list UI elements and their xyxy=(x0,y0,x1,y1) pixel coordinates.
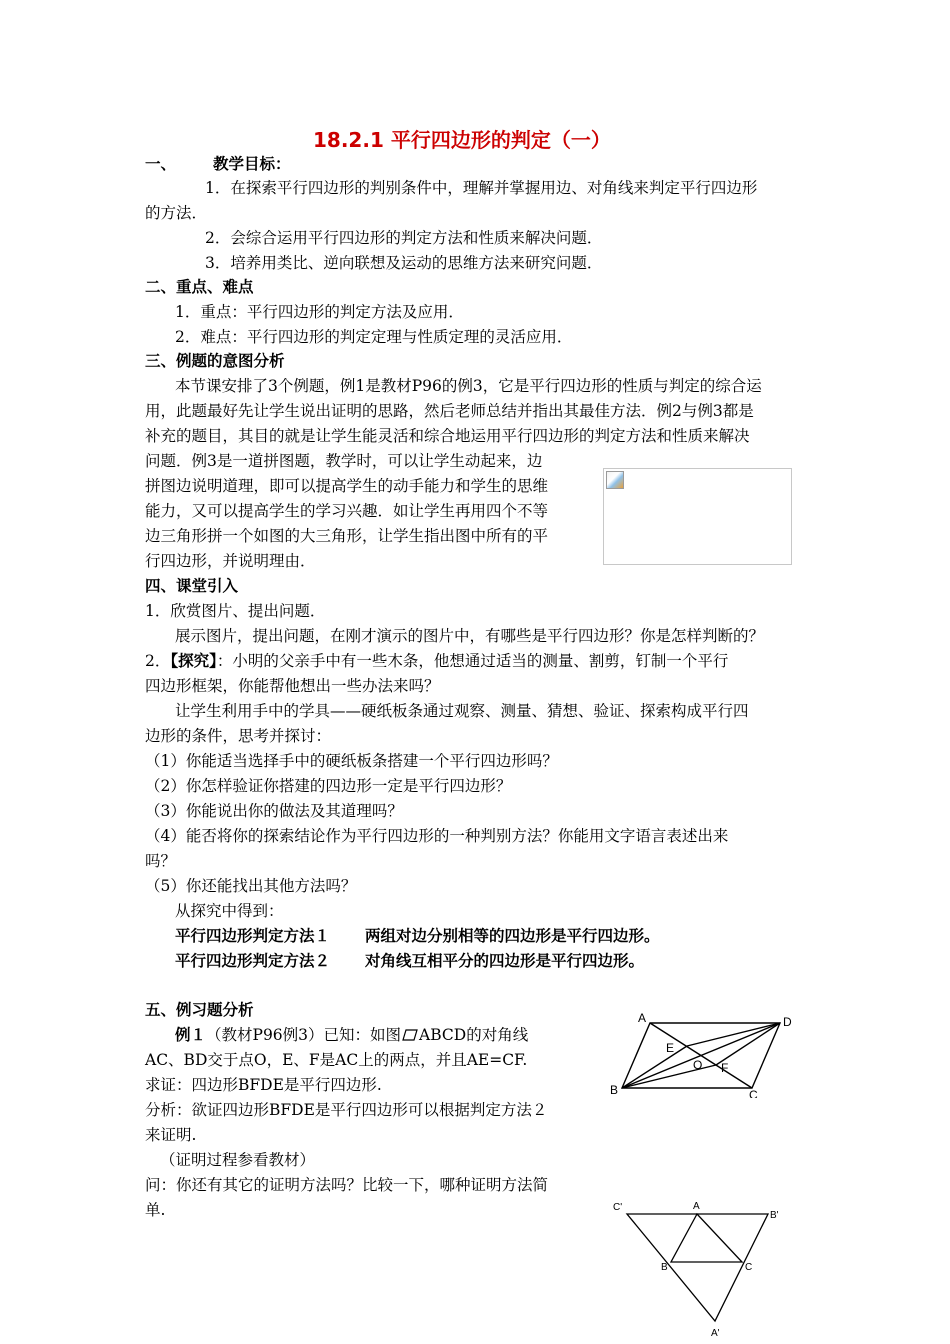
label-b: B xyxy=(610,1083,619,1097)
label-f: F xyxy=(721,1061,729,1075)
proof-reference: （证明过程参看教材） xyxy=(160,1151,316,1169)
conclusion-intro: 从探究中得到： xyxy=(175,902,284,920)
section-2-heading: 二、重点、难点 xyxy=(145,277,254,296)
image-placeholder xyxy=(603,468,792,565)
label-c: C xyxy=(749,1088,758,1098)
question-4-line-2: 吗？ xyxy=(145,852,177,870)
difficult-point: 2．难点：平行四边形的判定定理与性质定理的灵活应用． xyxy=(175,328,573,346)
analysis-line-1: 本节课安排了3个例题，例1是教材P96的例3，它是平行四边形的性质与判定的综合运 xyxy=(175,377,762,395)
label-c-prime: C' xyxy=(613,1202,623,1213)
method-2-text: 对角线互相平分的四边形是平行四边形。 xyxy=(365,951,645,970)
intro-item-2-line-2: 四边形框架，你能帮他想出一些办法来吗？ xyxy=(145,677,440,695)
intro-item-1-detail: 展示图片，提出问题，在刚才演示的图片中，有哪些是平行四边形？你是怎样判断的？ xyxy=(175,627,765,645)
question-1: （1）你能适当选择手中的硬纸板条搭建一个平行四边形吗？ xyxy=(145,752,558,770)
figure-parallelogram-abcd xyxy=(600,1008,810,1098)
question-2: （2）你怎样验证你搭建的四边形一定是平行四边形？ xyxy=(145,777,512,795)
label-d: D xyxy=(783,1015,792,1029)
section-5-heading: 五、例习题分析 xyxy=(145,1000,254,1019)
example-1-given: （教材P96例3）已知：如图 xyxy=(206,1026,402,1044)
page-title: 18.2.1 平行四边形的判定（一） xyxy=(313,128,611,152)
question-3: （3）你能说出你的做法及其道理吗？ xyxy=(145,802,403,820)
analysis-line-5: 拼图边说明道理，即可以提高学生的动手能力和学生的思维 xyxy=(145,477,549,495)
analysis-line-3: 补充的题目，其目的就是让学生能灵活和综合地运用平行四边形的判定方法和性质来解决 xyxy=(145,427,750,445)
goal-1-line-1: 1．在探索平行四边形的判别条件中，理解并掌握用边、对角线来判定平行四边形 xyxy=(205,179,758,197)
label-o: O xyxy=(693,1058,703,1072)
section-1-number: 一、 xyxy=(145,154,177,173)
key-point: 1．重点：平行四边形的判定方法及应用． xyxy=(175,303,464,321)
question-line-2: 单. xyxy=(145,1201,166,1219)
label-a-prime: A' xyxy=(711,1328,720,1339)
intro-item-2 xyxy=(145,651,728,671)
prove-statement: 求证：四边形BFDE是平行四边形. xyxy=(145,1076,382,1094)
question-5: （5）你还能找出其他方法吗？ xyxy=(145,877,357,895)
inner-triangle xyxy=(671,1214,742,1262)
label-e: E xyxy=(666,1041,675,1055)
example-1-line-1 xyxy=(175,1025,528,1045)
intro-item-2-number: 2． xyxy=(145,652,171,670)
analysis-line-8: 行四边形，并说明理由． xyxy=(145,552,316,570)
label-c-mid: C xyxy=(745,1262,753,1273)
section-1-heading: 教学目标： xyxy=(213,154,291,173)
section-4-heading: 四、课堂引入 xyxy=(145,576,239,595)
activity-line-1: 让学生利用手中的学具——硬纸板条通过观察、测量、猜想、验证、探索构成平行四 xyxy=(175,702,749,720)
example-1-label: 例１ xyxy=(175,1025,207,1044)
parallelogram-symbol-icon xyxy=(402,1029,418,1041)
broken-image-icon xyxy=(606,471,624,489)
section-3-heading: 三、例题的意图分析 xyxy=(145,351,285,370)
analysis-line-4: 问题．例3是一道拼图题，教学时，可以让学生动起来，边 xyxy=(145,452,543,470)
method-1-label: 平行四边形判定方法１ xyxy=(175,926,331,945)
activity-line-2: 边形的条件，思考并探讨： xyxy=(145,727,332,745)
goal-2: 2．会综合运用平行四边形的判定方法和性质来解决问题． xyxy=(205,229,603,247)
label-a: A xyxy=(638,1011,647,1025)
analysis-line-7: 边三角形拼一个如图的大三角形，让学生指出图中所有的平 xyxy=(145,527,549,545)
analysis-line-6: 能力，又可以提高学生的学习兴趣．如让学生再用四个不等 xyxy=(145,502,549,520)
figure-large-triangle xyxy=(605,1196,805,1344)
label-b-mid: B xyxy=(661,1262,668,1273)
analysis-1: 分析：欲证四边形BFDE是平行四边形可以根据判定方法２ xyxy=(145,1101,548,1119)
analysis-2: 来证明. xyxy=(145,1126,197,1144)
label-a-top: A xyxy=(693,1201,700,1212)
intro-item-2-text: ：小明的父亲手中有一些木条，他想通过适当的测量、割剪，钉制一个平行 xyxy=(216,652,729,670)
question-4-line-1: （4）能否将你的探索结论作为平行四边形的一种判别方法？你能用文字语言表述出来 xyxy=(145,827,729,845)
example-1-line-2: AC、BD交于点O，E、F是AC上的两点，并且AE=CF. xyxy=(145,1051,528,1069)
intro-item-1: 1．欣赏图片、提出问题． xyxy=(145,602,326,620)
example-1-given-2: ABCD的对角线 xyxy=(419,1026,529,1044)
goal-3: 3．培养用类比、逆向联想及运动的思维方法来研究问题． xyxy=(205,254,603,272)
label-b-prime: B' xyxy=(770,1210,779,1221)
method-2-label: 平行四边形判定方法２ xyxy=(175,951,331,970)
explore-tag: 【探究】 xyxy=(170,651,217,670)
analysis-line-2: 用，此题最好先让学生说出证明的思路，然后老师总结并指出其最佳方法．例2与例3都是 xyxy=(145,402,754,420)
goal-1-line-2: 的方法． xyxy=(145,204,208,222)
question-line-1: 问：你还有其它的证明方法吗？比较一下，哪种证明方法简 xyxy=(145,1176,549,1194)
method-1-text: 两组对边分别相等的四边形是平行四边形。 xyxy=(365,926,660,945)
